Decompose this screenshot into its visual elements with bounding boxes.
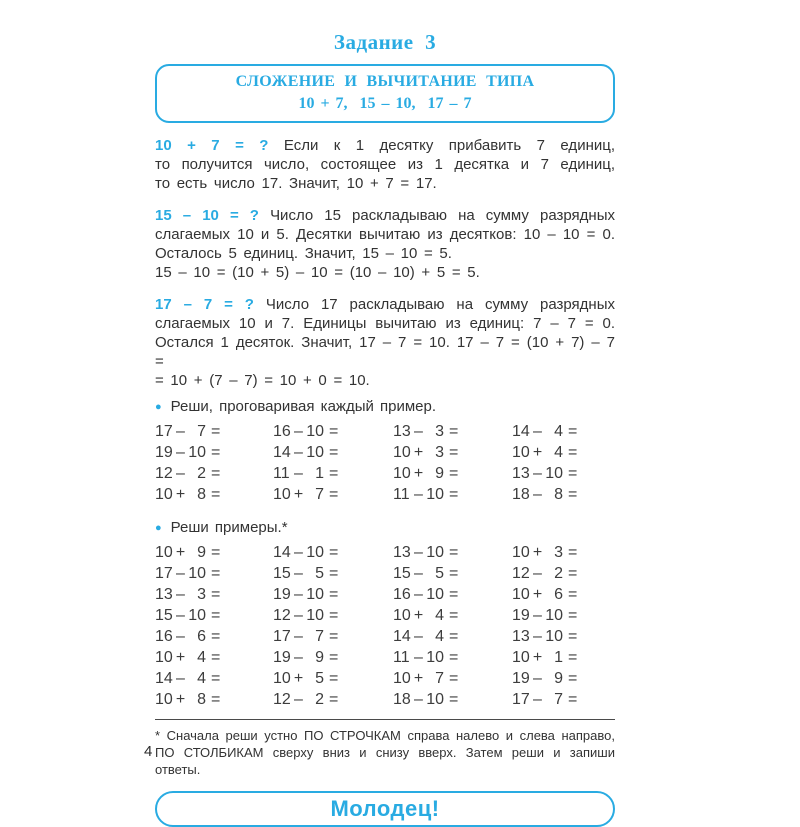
equals-sign: = <box>329 486 339 503</box>
exercise-item <box>273 484 393 505</box>
exercise-item <box>512 442 615 463</box>
operand-b: 4 <box>554 423 563 440</box>
equals-sign: = <box>211 486 221 503</box>
operand-a: 15 <box>155 607 173 624</box>
exercise-item <box>273 542 393 563</box>
operator: – <box>294 691 303 708</box>
operator: – <box>294 628 303 645</box>
operand-a: 10 <box>393 465 411 482</box>
operand-b: 2 <box>197 465 206 482</box>
text-line: слагаемых 10 и 5. Десятки вычитаю из десятков: 10 – 10 = 0. <box>155 226 615 243</box>
equation-lead: 10 + 7 = ? <box>155 137 269 154</box>
operator: – <box>533 565 542 582</box>
operator: + <box>532 544 543 561</box>
operator: – <box>414 586 423 603</box>
equals-sign: = <box>568 423 578 440</box>
instruction-text: Реши, проговаривая каждый пример. <box>170 398 437 415</box>
operand-a: 14 <box>273 444 291 461</box>
equals-sign: = <box>211 691 221 708</box>
operand-a: 13 <box>393 544 411 561</box>
equals-sign: = <box>449 586 459 603</box>
equals-sign: = <box>449 691 459 708</box>
operator: – <box>414 691 423 708</box>
exercise-item <box>393 421 512 442</box>
operand-a: 10 <box>512 586 530 603</box>
equals-sign: = <box>329 691 339 708</box>
operator: – <box>533 670 542 687</box>
equals-sign: = <box>211 649 221 666</box>
operand-b: 10 <box>306 444 324 461</box>
operand-b: 4 <box>435 607 444 624</box>
exercise-item <box>393 647 512 668</box>
equals-sign: = <box>211 628 221 645</box>
explanation-paragraph-2 <box>155 206 615 282</box>
equals-sign: = <box>211 586 221 603</box>
operand-a: 17 <box>155 423 173 440</box>
operator: + <box>175 544 186 561</box>
explanation-paragraph-1 <box>155 136 615 193</box>
exercise-item <box>155 647 273 668</box>
text-run: Если к 1 десятку прибавить 7 единиц, <box>283 137 615 154</box>
operator: – <box>294 649 303 666</box>
operand-a: 16 <box>393 586 411 603</box>
exercise-item <box>155 668 273 689</box>
operand-b: 4 <box>197 649 206 666</box>
equals-sign: = <box>329 670 339 687</box>
exercise-item <box>273 647 393 668</box>
exercise-item <box>512 689 615 710</box>
equals-sign: = <box>568 691 578 708</box>
operand-b: 7 <box>435 670 444 687</box>
operand-a: 10 <box>512 544 530 561</box>
operand-b: 3 <box>197 586 206 603</box>
bullet-icon: ● <box>155 401 162 413</box>
operand-b: 4 <box>435 628 444 645</box>
topic-box <box>155 64 615 123</box>
bullet-icon: ● <box>155 522 162 534</box>
operand-b: 8 <box>554 486 563 503</box>
exercise-item <box>393 689 512 710</box>
operator: – <box>414 628 423 645</box>
equals-sign: = <box>329 544 339 561</box>
operator: + <box>293 670 304 687</box>
operator: – <box>294 465 303 482</box>
equals-sign: = <box>449 423 459 440</box>
instruction-2 <box>155 518 615 538</box>
operand-b: 5 <box>435 565 444 582</box>
exercise-item <box>273 584 393 605</box>
operator: + <box>532 444 543 461</box>
text-line: слагаемых 10 и 7. Единицы вычитаю из единиц: 7 – 7 = 0. <box>155 315 615 332</box>
text-line: Остался 1 десяток. Значит, 17 – 7 = 10. 17 – 7 = (10 + 7) – 7 = <box>155 334 615 370</box>
equals-sign: = <box>568 444 578 461</box>
equals-sign: = <box>568 670 578 687</box>
operand-a: 16 <box>273 423 291 440</box>
operator: + <box>413 607 424 624</box>
equals-sign: = <box>568 544 578 561</box>
equals-sign: = <box>211 544 221 561</box>
operand-b: 9 <box>435 465 444 482</box>
equals-sign: = <box>329 444 339 461</box>
exercise-item <box>155 584 273 605</box>
exercise-item <box>273 668 393 689</box>
operator: – <box>176 586 185 603</box>
operator: – <box>533 607 542 624</box>
operand-b: 10 <box>426 691 444 708</box>
exercise-item <box>393 605 512 626</box>
equals-sign: = <box>568 465 578 482</box>
operator: – <box>533 691 542 708</box>
operand-b: 10 <box>188 565 206 582</box>
equals-sign: = <box>568 628 578 645</box>
operand-a: 17 <box>155 565 173 582</box>
exercise-item <box>512 463 615 484</box>
operator: – <box>533 423 542 440</box>
topic-line-1: СЛОЖЕНИЕ И ВЫЧИТАНИЕ ТИПА <box>235 73 535 90</box>
operator: + <box>413 465 424 482</box>
exercise-item <box>512 563 615 584</box>
exercise-item <box>512 542 615 563</box>
operator: – <box>294 565 303 582</box>
operand-b: 10 <box>545 607 563 624</box>
operand-a: 16 <box>155 628 173 645</box>
equals-sign: = <box>211 565 221 582</box>
operand-a: 19 <box>512 670 530 687</box>
exercise-item <box>273 605 393 626</box>
exercise-item <box>393 563 512 584</box>
text-line <box>155 206 615 225</box>
operand-b: 9 <box>315 649 324 666</box>
operator: – <box>176 607 185 624</box>
exercise-item <box>155 421 273 442</box>
exercise-item <box>512 584 615 605</box>
topic-line-2: 10 + 7, 15 – 10, 17 – 7 <box>298 95 472 112</box>
equation-lead: 17 – 7 = ? <box>155 296 254 313</box>
operator: – <box>176 628 185 645</box>
exercise-item <box>393 542 512 563</box>
operand-b: 4 <box>197 670 206 687</box>
operand-a: 12 <box>512 565 530 582</box>
operand-b: 4 <box>554 444 563 461</box>
operand-b: 2 <box>554 565 563 582</box>
operand-b: 10 <box>306 423 324 440</box>
operand-a: 14 <box>273 544 291 561</box>
exercise-item <box>155 689 273 710</box>
exercise-grid-1 <box>155 421 615 505</box>
exercise-item <box>155 542 273 563</box>
equals-sign: = <box>449 444 459 461</box>
equals-sign: = <box>329 465 339 482</box>
operand-b: 1 <box>315 465 324 482</box>
operand-a: 13 <box>393 423 411 440</box>
operand-b: 6 <box>197 628 206 645</box>
equals-sign: = <box>329 423 339 440</box>
text-run: Число 17 раскладываю на сумму разрядных <box>265 296 615 313</box>
operand-b: 3 <box>554 544 563 561</box>
equals-sign: = <box>329 628 339 645</box>
operator: + <box>175 486 186 503</box>
operand-a: 11 <box>393 649 410 666</box>
operand-b: 8 <box>197 691 206 708</box>
operator: – <box>533 486 542 503</box>
operand-a: 10 <box>273 486 291 503</box>
text-line: = 10 + (7 – 7) = 10 + 0 = 10. <box>155 372 370 389</box>
equals-sign: = <box>449 565 459 582</box>
equation-lead: 15 – 10 = ? <box>155 207 259 224</box>
instruction-text: Реши примеры.* <box>170 519 288 536</box>
operand-a: 13 <box>155 586 173 603</box>
praise-box <box>155 791 615 827</box>
operator: – <box>294 607 303 624</box>
equals-sign: = <box>568 649 578 666</box>
operand-b: 3 <box>435 423 444 440</box>
equals-sign: = <box>449 670 459 687</box>
operand-b: 1 <box>554 649 563 666</box>
operand-b: 8 <box>197 486 206 503</box>
exercise-item <box>512 605 615 626</box>
equals-sign: = <box>568 565 578 582</box>
operator: + <box>175 649 186 666</box>
equals-sign: = <box>211 607 221 624</box>
text-line: 15 – 10 = (10 + 5) – 10 = (10 – 10) + 5 = 5. <box>155 264 480 281</box>
operand-a: 10 <box>393 670 411 687</box>
exercise-item <box>393 626 512 647</box>
operator: – <box>414 544 423 561</box>
operand-b: 7 <box>315 486 324 503</box>
operand-a: 17 <box>512 691 530 708</box>
equals-sign: = <box>329 649 339 666</box>
footnote-line-1: * Сначала реши устно ПО СТРОЧКАМ справа налево и слева направо, <box>155 728 615 743</box>
operand-b: 5 <box>315 565 324 582</box>
operand-a: 15 <box>393 565 411 582</box>
operator: – <box>176 670 185 687</box>
operator: – <box>176 444 185 461</box>
operand-b: 3 <box>435 444 444 461</box>
operand-a: 10 <box>155 486 173 503</box>
operator: + <box>293 486 304 503</box>
operator: – <box>176 423 185 440</box>
operand-b: 10 <box>426 544 444 561</box>
operator: – <box>176 565 185 582</box>
operand-a: 14 <box>393 628 411 645</box>
operand-b: 7 <box>554 691 563 708</box>
operator: – <box>414 649 423 666</box>
equals-sign: = <box>449 486 459 503</box>
operand-a: 19 <box>273 586 291 603</box>
operand-b: 9 <box>554 670 563 687</box>
exercise-item <box>273 626 393 647</box>
operand-b: 5 <box>315 670 324 687</box>
operand-b: 10 <box>426 586 444 603</box>
equals-sign: = <box>568 607 578 624</box>
equals-sign: = <box>329 565 339 582</box>
operand-a: 19 <box>155 444 173 461</box>
operand-b: 10 <box>306 607 324 624</box>
exercise-item <box>155 442 273 463</box>
exercise-item <box>393 484 512 505</box>
footnote-line-2: ПО СТОЛБИКАМ сверху вниз и снизу вверх. Затем реши и запиши ответы. <box>155 745 615 777</box>
operator: + <box>413 670 424 687</box>
operand-b: 10 <box>545 628 563 645</box>
operand-b: 10 <box>545 465 563 482</box>
operator: – <box>414 565 423 582</box>
operand-b: 10 <box>188 444 206 461</box>
operand-a: 10 <box>393 444 411 461</box>
exercise-item <box>155 463 273 484</box>
operand-a: 12 <box>273 691 291 708</box>
exercise-item <box>155 484 273 505</box>
operand-b: 6 <box>554 586 563 603</box>
text-line: Осталось 5 единиц. Значит, 15 – 10 = 5. <box>155 245 452 262</box>
equals-sign: = <box>211 444 221 461</box>
operand-a: 15 <box>273 565 291 582</box>
operand-a: 17 <box>273 628 291 645</box>
exercise-item <box>273 442 393 463</box>
operand-b: 10 <box>188 607 206 624</box>
exercise-item <box>155 626 273 647</box>
operator: – <box>294 444 303 461</box>
operator: – <box>294 586 303 603</box>
operand-b: 9 <box>197 544 206 561</box>
operand-a: 19 <box>512 607 530 624</box>
equals-sign: = <box>449 465 459 482</box>
operand-b: 10 <box>306 544 324 561</box>
exercise-item <box>512 647 615 668</box>
operand-a: 10 <box>393 607 411 624</box>
exercise-item <box>512 421 615 442</box>
operand-a: 10 <box>155 544 173 561</box>
equals-sign: = <box>211 423 221 440</box>
equals-sign: = <box>449 544 459 561</box>
operand-a: 19 <box>273 649 291 666</box>
praise-label: Молодец! <box>330 796 440 821</box>
operand-a: 12 <box>273 607 291 624</box>
operand-a: 11 <box>393 486 410 503</box>
operand-b: 7 <box>197 423 206 440</box>
text-line <box>155 136 615 155</box>
explanation-paragraph-3 <box>155 295 615 390</box>
exercise-item <box>393 668 512 689</box>
exercise-item <box>512 626 615 647</box>
exercise-item <box>273 689 393 710</box>
equals-sign: = <box>329 607 339 624</box>
operand-a: 10 <box>273 670 291 687</box>
footnote <box>155 719 615 778</box>
operand-b: 10 <box>426 649 444 666</box>
text-line: то есть число 17. Значит, 10 + 7 = 17. <box>155 175 437 192</box>
operand-b: 7 <box>315 628 324 645</box>
operand-b: 10 <box>426 486 444 503</box>
equals-sign: = <box>568 586 578 603</box>
page-number: 4 <box>144 743 153 760</box>
operand-b: 2 <box>315 691 324 708</box>
equals-sign: = <box>449 649 459 666</box>
exercise-item <box>393 584 512 605</box>
operand-a: 14 <box>512 423 530 440</box>
operator: – <box>533 465 542 482</box>
equals-sign: = <box>211 465 221 482</box>
operand-a: 12 <box>155 465 173 482</box>
equals-sign: = <box>211 670 221 687</box>
exercise-item <box>273 563 393 584</box>
operand-a: 18 <box>393 691 411 708</box>
exercise-item <box>273 463 393 484</box>
text-line <box>155 295 615 314</box>
exercise-item <box>155 605 273 626</box>
operand-a: 10 <box>512 444 530 461</box>
exercise-item <box>512 484 615 505</box>
operator: – <box>294 423 303 440</box>
operator: – <box>414 423 423 440</box>
equals-sign: = <box>329 586 339 603</box>
exercise-item <box>155 563 273 584</box>
page-content <box>155 30 615 827</box>
operator: + <box>532 649 543 666</box>
operand-a: 10 <box>155 691 173 708</box>
exercise-item <box>512 668 615 689</box>
operand-a: 10 <box>512 649 530 666</box>
operand-a: 14 <box>155 670 173 687</box>
operator: + <box>175 691 186 708</box>
exercise-grid-2 <box>155 542 615 710</box>
equals-sign: = <box>449 607 459 624</box>
operator: – <box>414 486 423 503</box>
operand-b: 10 <box>306 586 324 603</box>
operator: – <box>176 465 185 482</box>
text-run: Число 15 раскладываю на сумму разрядных <box>270 207 615 224</box>
operator: – <box>533 628 542 645</box>
exercise-item <box>273 421 393 442</box>
operand-a: 18 <box>512 486 530 503</box>
operand-a: 13 <box>512 628 530 645</box>
operator: – <box>294 544 303 561</box>
operator: + <box>413 444 424 461</box>
task-title: Задание 3 <box>333 30 437 54</box>
operand-a: 11 <box>273 465 290 482</box>
operand-a: 13 <box>512 465 530 482</box>
equals-sign: = <box>449 628 459 645</box>
operator: + <box>532 586 543 603</box>
text-line: то получится число, состоящее из 1 десятка и 7 единиц, <box>155 156 615 173</box>
operand-a: 10 <box>155 649 173 666</box>
exercise-item <box>393 442 512 463</box>
exercise-item <box>393 463 512 484</box>
instruction-1 <box>155 397 615 417</box>
equals-sign: = <box>568 486 578 503</box>
